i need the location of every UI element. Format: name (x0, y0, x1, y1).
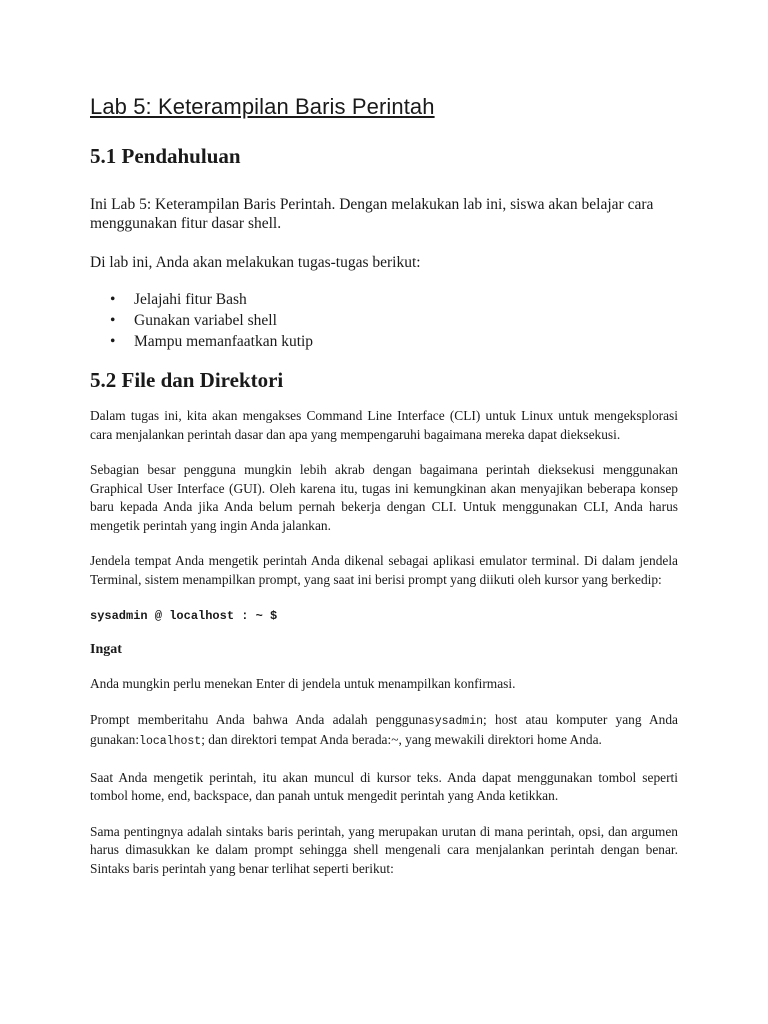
note-heading: Ingat (90, 642, 122, 657)
text-run: Prompt memberitahu Anda bahwa Anda adalah pengguna (90, 711, 428, 727)
text-run: ; host atau komputer yang Anda gunakan: (90, 711, 678, 747)
list-item: • Mampu memanfaatkan kutip (134, 331, 678, 352)
section-heading: 5.2 File dan Direktori (90, 368, 284, 392)
page-title: Lab 5: Keterampilan Baris Perintah (90, 94, 435, 119)
body-paragraph: Jendela tempat Anda mengetik perintah Anda dikenal sebagai aplikasi emulator terminal. Di dalam jendela Terminal, sistem menampilkan prompt, yang saat ini berisi prompt yang diikuti oleh kursor yang berkedip: (90, 553, 678, 587)
list-item: • Jelajahi fitur Bash (134, 289, 678, 310)
inline-code: localhost (139, 735, 202, 748)
body-paragraph: Dalam tugas ini, kita akan mengakses Command Line Interface (CLI) untuk Linux untuk mengeksplorasi cara menjalankan perintah dasar dan apa yang mempengaruhi bagaimana mereka dapat dieksekusi. (90, 408, 678, 442)
body-paragraph: Anda mungkin perlu menekan Enter di jendela untuk menampilkan konfirmasi. (90, 676, 516, 691)
section-heading: 5.1 Pendahuluan (90, 144, 241, 168)
section-introduction (90, 144, 678, 352)
task-list (90, 289, 678, 352)
list-item: • Gunakan variabel shell (134, 310, 678, 331)
section-files-directories (90, 368, 678, 878)
tasks-intro-paragraph: Di lab ini, Anda akan melakukan tugas-tugas berikut: (90, 254, 421, 271)
body-paragraph: Sama pentingnya adalah sintaks baris perintah, yang merupakan urutan di mana perintah, opsi, dan argumen harus dimasukkan ke dalam prompt sehingga shell mengenali cara menjalankan perintah dengan benar. Sintaks baris perintah yang benar terlihat seperti berikut: (90, 823, 678, 876)
prompt-explanation-paragraph (90, 711, 678, 752)
inline-code: sysadmin (427, 714, 484, 728)
terminal-prompt: sysadmin @ localhost : ~ $ (90, 609, 278, 623)
body-paragraph: Saat Anda mengetik perintah, itu akan muncul di kursor teks. Anda dapat menggunakan tombol seperti tombol home, end, backspace, dan panah untuk mengedit perintah yang Anda ketikkan. (90, 769, 678, 803)
body-paragraph: Sebagian besar pengguna mungkin lebih akrab dengan bagaimana perintah dieksekusi menggunakan Graphical User Interface (GUI). Oleh karena itu, tugas ini kemungkinan akan menyajikan beberapa konsep baru kepada Anda jika Anda belum pernah bekerja dengan CLI. Untuk menggunakan CLI, Anda harus mengetik perintah yang ingin Anda jalankan. (90, 462, 678, 533)
intro-paragraph: Ini Lab 5: Keterampilan Baris Perintah. Dengan melakukan lab ini, siswa akan belajar cara menggunakan fitur dasar shell. (90, 196, 654, 232)
text-run: ; dan direktori tempat Anda berada:~, yang mewakili direktori home Anda. (201, 732, 602, 747)
